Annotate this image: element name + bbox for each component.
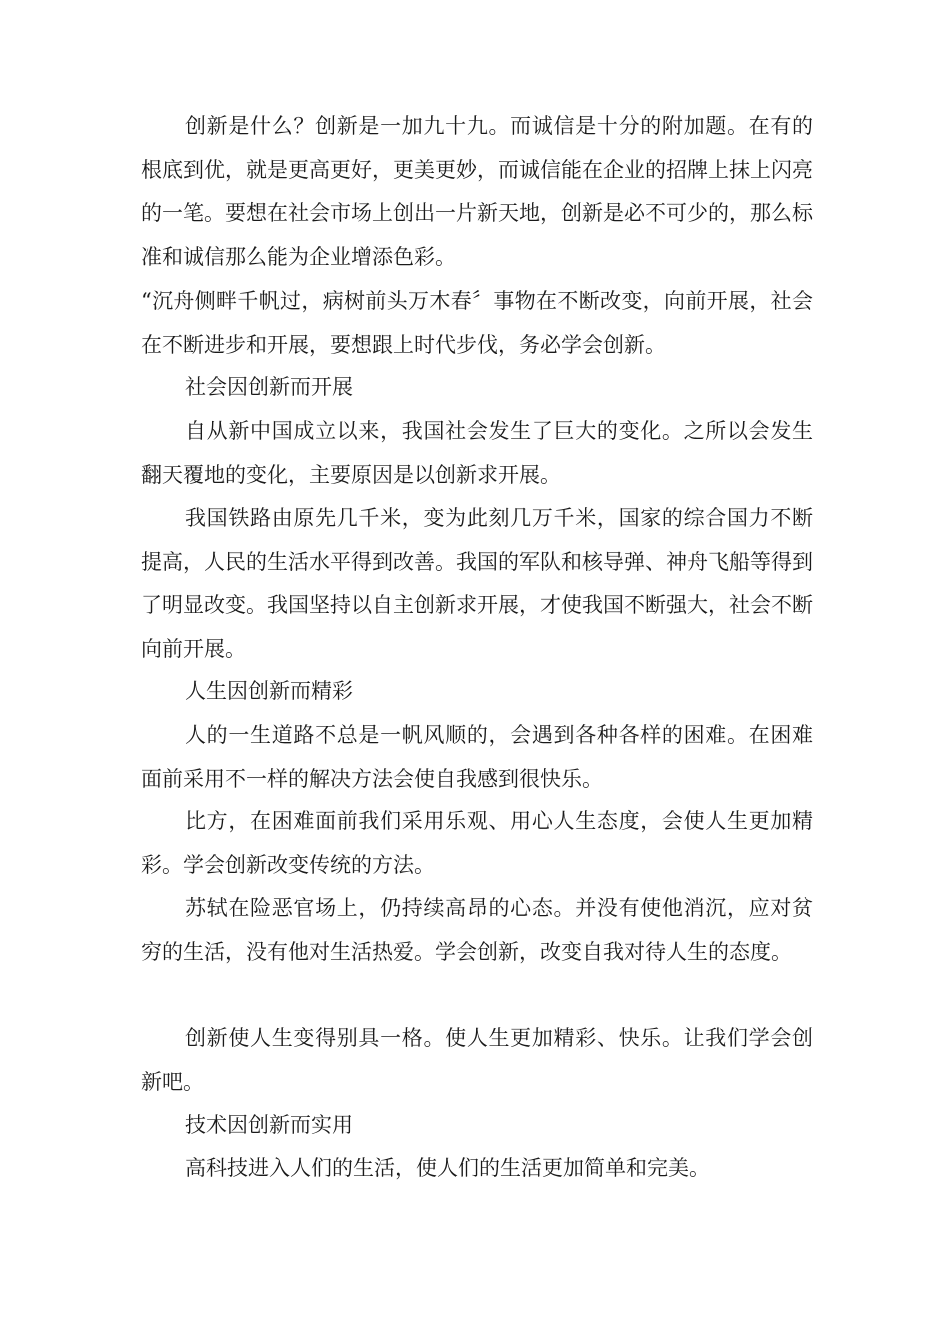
section-heading-life: 人生因创新而精彩 [185,679,353,703]
paragraph-high-tech: 高科技进入人们的生活，使人们的生活更加简单和完美。 [185,1156,710,1180]
paragraph-sushi: 苏轼在险恶官场上，仍持续高昂的心态。并没有使他消沉，应对贫穷的生活，没有他对生活热爱。学会创新，改变自我对待人生的态度。 [141,896,813,964]
paragraph-life-difficulties: 人的一生道路不总是一帆风顺的，会遇到各种各样的困难。在困难面前采用不一样的解决方法会使自我感到很快乐。 [141,723,813,791]
paragraph-society-change: 自从新中国成立以来，我国社会发生了巨大的变化。之所以会发生翻天覆地的变化，主要原因是以创新求开展。 [141,419,813,487]
section-heading-technology: 技术因创新而实用 [185,1113,353,1137]
paragraph-quote: “沉舟侧畔千帆过，病树前头万木春〞事物在不断改变，向前开展，社会在不断进步和开展，要想跟上时代步伐，务必学会创新。 [141,289,813,357]
paragraph-optimism: 比方，在困难面前我们采用乐观、用心人生态度，会使人生更加精彩。学会创新改变传统的方法。 [141,809,813,877]
paragraph-railway: 我国铁路由原先几千米，变为此刻几万千米，国家的综合国力不断提高，人民的生活水平得到改善。我国的军队和核导弹、神舟飞船等得到了明显改变。我国坚持以自主创新求开展，才使我国不断强大，社会不断向前开展。 [141,506,813,661]
paragraph-unique-life: 创新使人生变得别具一格。使人生更加精彩、快乐。让我们学会创新吧。 [141,1026,813,1094]
section-heading-society: 社会因创新而开展 [185,375,353,399]
paragraph-innovation-definition: 创新是什么？创新是一加九十九。而诚信是十分的附加题。在有的根底到优，就是更高更好，更美更妙，而诚信能在企业的招牌上抹上闪亮的一笔。要想在社会市场上创出一片新天地，创新是必不可少的，那么标准和诚信那么能为企业增添色彩。 [141,114,813,269]
